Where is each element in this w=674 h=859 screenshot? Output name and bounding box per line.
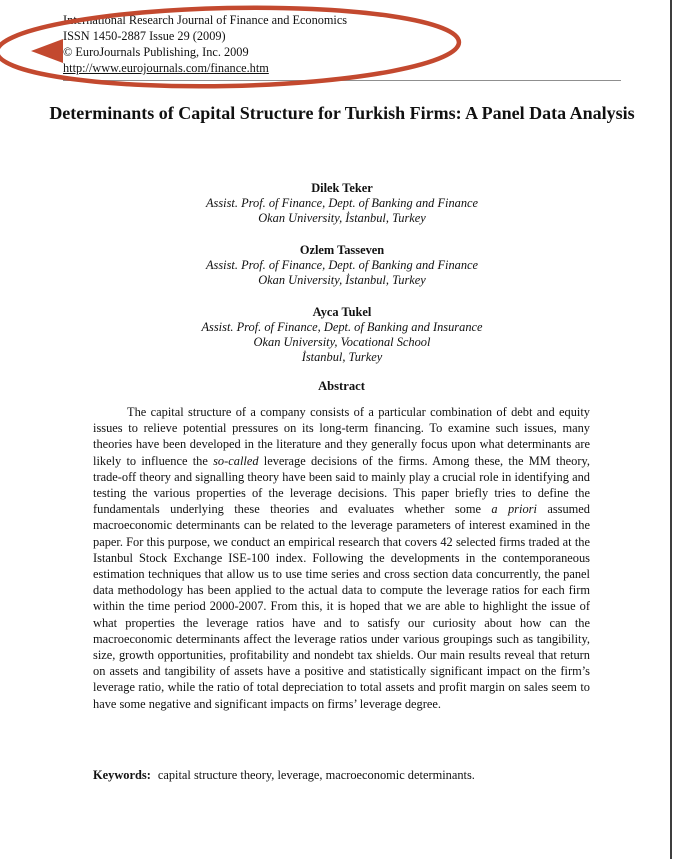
- author-affiliation: Assist. Prof. of Finance, Dept. of Banking and Finance: [205, 258, 479, 272]
- keywords-text: capital structure theory, leverage, macroeconomic determinants.: [157, 768, 475, 782]
- author-affiliation: Okan University, İstanbul, Turkey: [258, 211, 426, 225]
- abstract-paragraph: The capital structure of a company consists of a particular combination of debt and equity issues to relieve potential pressures on its long-term financing. To examine such issues, many theories have been developed in the literature and they generally focus upon what determinants are likely to influence the so-called leverage decisions of the firms. Among these, the MM theory, trade-off theory and signalling theory have been said to mainly play a crucial role in identifying and testing the various properties of the leverage decisions. This paper briefly tries to define the fundamentals underlying these theories and evaluates whether some a priori assumed macroeconomic determinants can be related to the leverage parameters of interest examined in the paper. For this purpose, we conduct an empirical research that covers 42 selected firms traded at the Istanbul Stock Exchange ISE-100 index. Following the developments in the contemporaneous estimation techniques that allow us to use time series and cross section data concurrently, the panel data methodology has been applied to the actual data to compute the leverage ratios for each firm within the time period 2000-2007. From this, it is hoped that we are able to highlight the issue of what properties the leverage ratios have and to satisfy our curiosity about how can the macroeconomic determinants affect the leverage ratios under various groupings such as tangibility, size, growth opportunities, profitability and nondebt tax shields. Our main results reveal that return on assets and tangibility of assets have a positive and statistically significant impact on the firm’s leverage ratio, while the ratio of total depreciation to total assets and profit margin on sales seem to have some negative and significant impacts on firms’ leverage degree.: [93, 405, 590, 711]
- abstract-heading: Abstract: [318, 379, 365, 393]
- author-affiliation: Assist. Prof. of Finance, Dept. of Banking and Insurance: [201, 320, 483, 334]
- paper-title: Determinants of Capital Structure for Turkish Firms: A Panel Data Analysis: [49, 103, 635, 123]
- journal-url: http://www.eurojournals.com/finance.htm: [63, 61, 269, 75]
- author-name: Ozlem Tasseven: [299, 243, 385, 257]
- journal-name: International Research Journal of Finance and Economics: [63, 13, 348, 27]
- left-arrow-icon: [31, 39, 63, 63]
- author-block: [42, 242, 642, 288]
- header-divider: [63, 80, 621, 81]
- issn-line: ISSN 1450-2887 Issue 29 (2009): [63, 29, 226, 43]
- author-affiliation: Okan University, İstanbul, Turkey: [258, 273, 426, 287]
- keywords-line: [93, 768, 613, 783]
- author-affiliation: İstanbul, Turkey: [301, 350, 383, 364]
- keywords-label: Keywords:: [93, 768, 151, 782]
- copyright-line: © EuroJournals Publishing, Inc. 2009: [63, 45, 249, 59]
- journal-header: [63, 12, 347, 76]
- author-name: Ayca Tukel: [312, 305, 372, 319]
- author-block: [42, 180, 642, 226]
- author-affiliation: Okan University, Vocational School: [253, 335, 431, 349]
- author-affiliation: Assist. Prof. of Finance, Dept. of Banking and Finance: [205, 196, 479, 210]
- author-name: Dilek Teker: [311, 181, 373, 195]
- author-block: [42, 304, 642, 365]
- page-right-border: [670, 0, 672, 859]
